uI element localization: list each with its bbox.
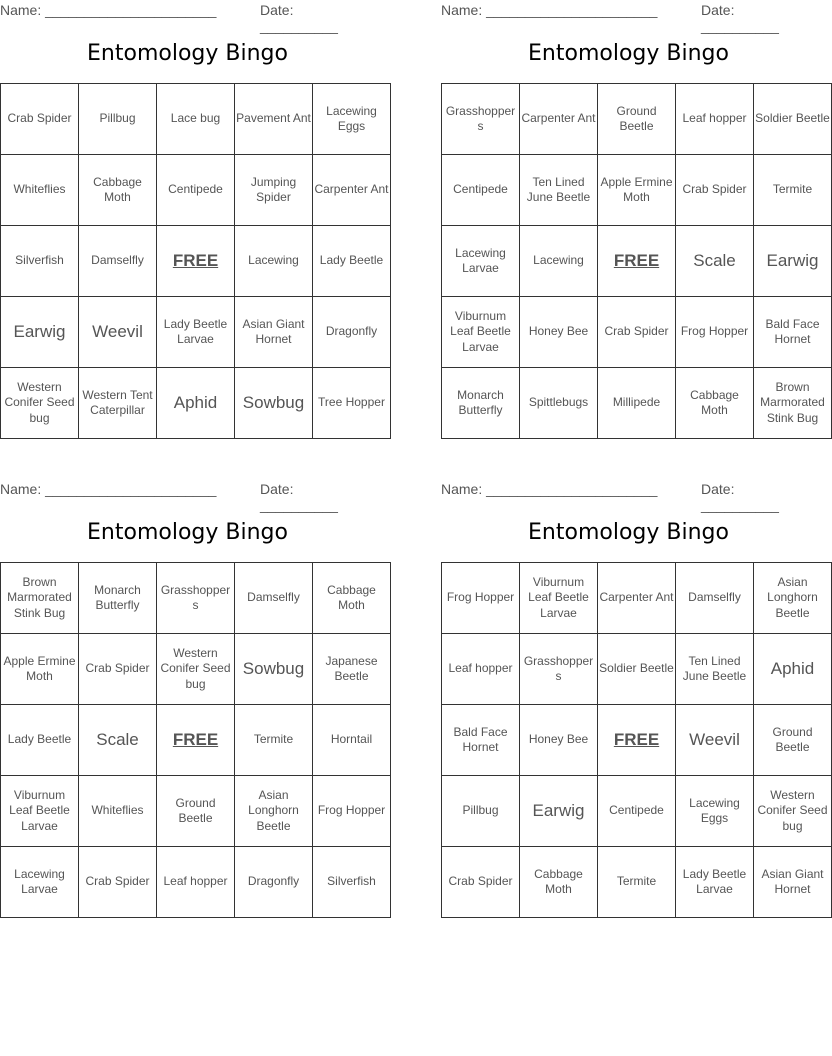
date-field-label: Date: __________ — [260, 481, 338, 513]
date-field-label: Date: __________ — [701, 2, 779, 34]
name-date-line — [0, 479, 375, 513]
bingo-cell[interactable]: Leaf hopper — [157, 847, 235, 918]
bingo-row — [1, 776, 391, 847]
bingo-cell[interactable]: Asian Giant Hornet — [754, 847, 832, 918]
free-space-cell[interactable]: FREE — [598, 705, 676, 776]
bingo-cell[interactable]: Ground Beetle — [157, 776, 235, 847]
bingo-cell[interactable]: Lacewing — [235, 226, 313, 297]
bingo-cell[interactable]: Apple Ermine Moth — [1, 634, 79, 705]
bingo-row — [442, 297, 832, 368]
bingo-cell[interactable]: Crab Spider — [598, 297, 676, 368]
date-field-label: Date: __________ — [260, 2, 338, 34]
bingo-row — [1, 84, 391, 155]
bingo-row — [1, 297, 391, 368]
bingo-cell[interactable]: Viburnum Leaf Beetle Larvae — [1, 776, 79, 847]
bingo-grid — [0, 562, 391, 918]
bingo-cell[interactable]: Sowbug — [235, 368, 313, 439]
bingo-cell[interactable]: Lacewing Larvae — [1, 847, 79, 918]
name-date-line — [441, 0, 816, 34]
bingo-cell[interactable]: Damselfly — [235, 563, 313, 634]
card-title: Entomology Bingo — [87, 41, 288, 66]
bingo-cell[interactable]: Silverfish — [313, 847, 391, 918]
bingo-row — [1, 368, 391, 439]
bingo-cell[interactable]: Honey Bee — [520, 297, 598, 368]
bingo-cell[interactable]: Horntail — [313, 705, 391, 776]
bingo-cell[interactable]: Bald Face Hornet — [754, 297, 832, 368]
bingo-cell[interactable]: Monarch Butterfly — [442, 368, 520, 439]
name-date-line — [441, 479, 816, 513]
bingo-row — [442, 563, 832, 634]
bingo-cell[interactable]: Silverfish — [1, 226, 79, 297]
bingo-cell[interactable]: Earwig — [1, 297, 79, 368]
bingo-cell[interactable]: Lady Beetle Larvae — [157, 297, 235, 368]
bingo-row — [442, 155, 832, 226]
bingo-cell[interactable]: Apple Ermine Moth — [598, 155, 676, 226]
card-title: Entomology Bingo — [528, 41, 729, 66]
bingo-cell[interactable]: Aphid — [157, 368, 235, 439]
bingo-row — [1, 705, 391, 776]
bingo-cell[interactable]: Leaf hopper — [442, 634, 520, 705]
bingo-cell[interactable]: Centipede — [157, 155, 235, 226]
bingo-row — [442, 84, 832, 155]
bingo-cell[interactable]: Crab Spider — [1, 84, 79, 155]
bingo-cell[interactable]: Asian Giant Hornet — [235, 297, 313, 368]
bingo-cell[interactable]: Centipede — [442, 155, 520, 226]
bingo-cell[interactable]: Spittlebugs — [520, 368, 598, 439]
bingo-cell[interactable]: Frog Hopper — [442, 563, 520, 634]
bingo-cell[interactable]: Ground Beetle — [598, 84, 676, 155]
bingo-cell[interactable]: Whiteflies — [79, 776, 157, 847]
bingo-cell[interactable]: Cabbage Moth — [79, 155, 157, 226]
bingo-cell[interactable]: Soldier Beetle — [754, 84, 832, 155]
bingo-cell[interactable]: Millipede — [598, 368, 676, 439]
bingo-cell[interactable]: Lacewing Eggs — [313, 84, 391, 155]
bingo-cell[interactable]: Weevil — [676, 705, 754, 776]
free-space-cell[interactable]: FREE — [157, 705, 235, 776]
bingo-cell[interactable]: Pavement Ant — [235, 84, 313, 155]
bingo-cell[interactable]: Honey Bee — [520, 705, 598, 776]
bingo-cell[interactable]: Damselfly — [676, 563, 754, 634]
bingo-cell[interactable]: Ground Beetle — [754, 705, 832, 776]
bingo-row — [442, 705, 832, 776]
bingo-cell[interactable]: Japanese Beetle — [313, 634, 391, 705]
bingo-cell[interactable]: Crab Spider — [79, 847, 157, 918]
bingo-cell[interactable]: Grasshoppers — [520, 634, 598, 705]
card-title: Entomology Bingo — [87, 520, 288, 545]
bingo-cell[interactable]: Dragonfly — [313, 297, 391, 368]
bingo-row — [1, 847, 391, 918]
bingo-cell[interactable]: Lacewing Eggs — [676, 776, 754, 847]
bingo-cell[interactable]: Scale — [79, 705, 157, 776]
bingo-cell[interactable]: Weevil — [79, 297, 157, 368]
bingo-card-2 — [441, 0, 830, 434]
bingo-row — [1, 226, 391, 297]
bingo-row — [442, 634, 832, 705]
bingo-cell[interactable]: Earwig — [520, 776, 598, 847]
bingo-cell[interactable]: Frog Hopper — [676, 297, 754, 368]
bingo-cell[interactable]: Whiteflies — [1, 155, 79, 226]
bingo-cell[interactable]: Jumping Spider — [235, 155, 313, 226]
bingo-cell[interactable]: Brown Marmorated Stink Bug — [754, 368, 832, 439]
bingo-card-3 — [0, 479, 386, 913]
bingo-cell[interactable]: Grasshoppers — [442, 84, 520, 155]
bingo-cell[interactable]: Aphid — [754, 634, 832, 705]
bingo-card-1 — [0, 0, 389, 434]
bingo-cell[interactable]: Grasshoppers — [157, 563, 235, 634]
bingo-cell[interactable]: Cabbage Moth — [520, 847, 598, 918]
bingo-cell[interactable]: Soldier Beetle — [598, 634, 676, 705]
name-field-label: Name: ______________________ — [441, 481, 658, 497]
bingo-cell[interactable]: Carpenter Ant — [520, 84, 598, 155]
bingo-cell[interactable]: Ten Lined June Beetle — [676, 634, 754, 705]
bingo-cell[interactable]: Western Conifer Seed bug — [1, 368, 79, 439]
bingo-cell[interactable]: Lacewing Larvae — [442, 226, 520, 297]
bingo-cell[interactable]: Viburnum Leaf Beetle Larvae — [520, 563, 598, 634]
bingo-cell[interactable]: Western Conifer Seed bug — [754, 776, 832, 847]
bingo-cell[interactable]: Termite — [235, 705, 313, 776]
bingo-grid — [441, 83, 832, 439]
bingo-cell[interactable]: Crab Spider — [442, 847, 520, 918]
bingo-row — [1, 634, 391, 705]
bingo-cell[interactable]: Lady Beetle — [1, 705, 79, 776]
bingo-row — [1, 563, 391, 634]
bingo-cell[interactable]: Pillbug — [442, 776, 520, 847]
name-field-label: Name: ______________________ — [441, 2, 658, 18]
bingo-row — [442, 847, 832, 918]
free-space-cell[interactable]: FREE — [157, 226, 235, 297]
bingo-row — [1, 155, 391, 226]
name-date-line — [0, 0, 375, 34]
bingo-cell[interactable]: Cabbage Moth — [313, 563, 391, 634]
bingo-card-4 — [441, 479, 828, 913]
bingo-row — [442, 776, 832, 847]
bingo-cell[interactable]: Damselfly — [79, 226, 157, 297]
bingo-cell[interactable]: Termite — [754, 155, 832, 226]
bingo-cell[interactable]: Earwig — [754, 226, 832, 297]
bingo-cell[interactable]: Lace bug — [157, 84, 235, 155]
name-field-label: Name: ______________________ — [0, 2, 217, 18]
bingo-cell[interactable]: Carpenter Ant — [313, 155, 391, 226]
bingo-grid — [0, 83, 391, 439]
bingo-cell[interactable]: Lady Beetle Larvae — [676, 847, 754, 918]
bingo-cell[interactable]: Asian Longhorn Beetle — [754, 563, 832, 634]
name-field-label: Name: ______________________ — [0, 481, 217, 497]
bingo-cell[interactable]: Tree Hopper — [313, 368, 391, 439]
bingo-cell[interactable]: Termite — [598, 847, 676, 918]
bingo-grid — [441, 562, 832, 918]
bingo-cell[interactable]: Pillbug — [79, 84, 157, 155]
bingo-cell[interactable]: Asian Longhorn Beetle — [235, 776, 313, 847]
bingo-cell[interactable]: Leaf hopper — [676, 84, 754, 155]
bingo-cell[interactable]: Crab Spider — [79, 634, 157, 705]
bingo-cell[interactable]: Frog Hopper — [313, 776, 391, 847]
card-title: Entomology Bingo — [528, 520, 729, 545]
date-field-label: Date: __________ — [701, 481, 779, 513]
bingo-cell[interactable]: Centipede — [598, 776, 676, 847]
bingo-cell[interactable]: Sowbug — [235, 634, 313, 705]
bingo-cell[interactable]: Monarch Butterfly — [79, 563, 157, 634]
bingo-cell[interactable]: Dragonfly — [235, 847, 313, 918]
bingo-cell[interactable]: Lady Beetle — [313, 226, 391, 297]
bingo-cell[interactable]: Scale — [676, 226, 754, 297]
bingo-cell[interactable]: Bald Face Hornet — [442, 705, 520, 776]
bingo-cell[interactable]: Brown Marmorated Stink Bug — [1, 563, 79, 634]
bingo-row — [442, 368, 832, 439]
bingo-cell[interactable]: Crab Spider — [676, 155, 754, 226]
bingo-row — [442, 226, 832, 297]
bingo-cell[interactable]: Western Conifer Seed bug — [157, 634, 235, 705]
bingo-cell[interactable]: Lacewing — [520, 226, 598, 297]
bingo-cell[interactable]: Western Tent Caterpillar — [79, 368, 157, 439]
bingo-cell[interactable]: Carpenter Ant — [598, 563, 676, 634]
free-space-cell[interactable]: FREE — [598, 226, 676, 297]
bingo-cell[interactable]: Ten Lined June Beetle — [520, 155, 598, 226]
bingo-cell[interactable]: Viburnum Leaf Beetle Larvae — [442, 297, 520, 368]
bingo-cell[interactable]: Cabbage Moth — [676, 368, 754, 439]
